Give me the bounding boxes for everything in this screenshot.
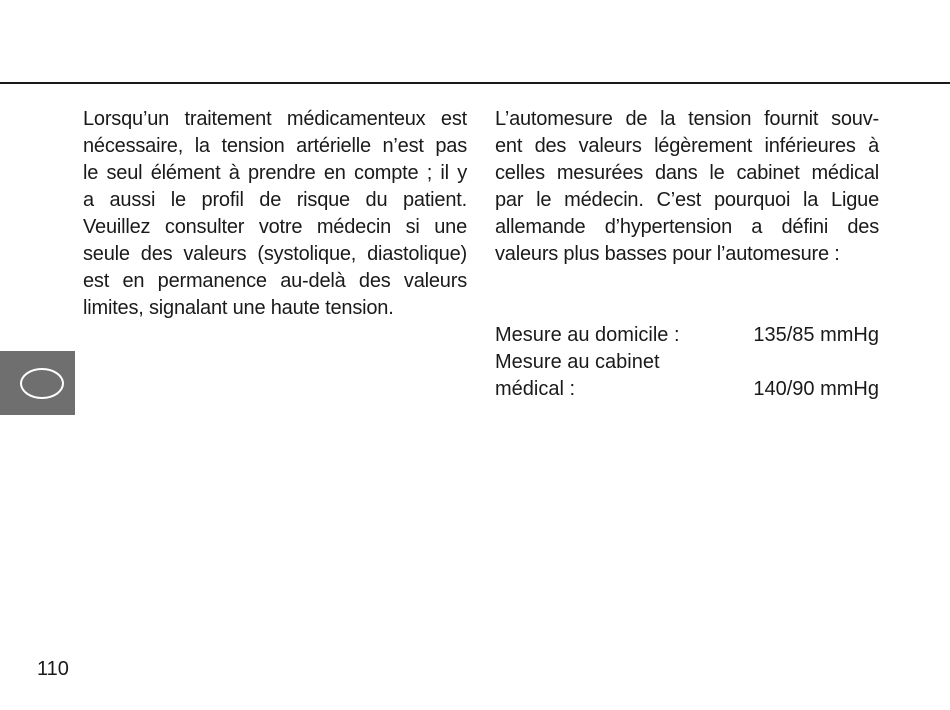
text-line: Veuillez consulter votre médecin si une	[83, 216, 467, 238]
text-line: allemande d’hypertension a défini des	[495, 216, 879, 238]
text-line: nécessaire, la tension artérielle n’est pas	[83, 135, 467, 157]
text-line: Lorsqu’un traitement médicamenteux est	[83, 108, 467, 130]
text-line: celles mesurées dans le cabinet médical	[495, 162, 879, 184]
home-measurement-label: Mesure au domicile :	[495, 324, 680, 346]
text-line: L’automesure de la tension fournit souv-	[495, 108, 879, 130]
text-line: par le médecin. C’est pourquoi la Ligue	[495, 189, 879, 211]
language-tab	[0, 351, 75, 415]
text-line: est en permanence au-delà des valeurs	[83, 270, 467, 292]
office-measurement-row-2	[495, 376, 879, 403]
text-line: valeurs plus basses pour l’automesure :	[495, 243, 840, 265]
home-measurement-row	[495, 322, 879, 349]
office-measurement-value: 140/90 mmHg	[753, 378, 879, 400]
right-text-column	[495, 106, 879, 268]
right-paragraph	[495, 106, 879, 268]
text-line: a aussi le profil de risque du patient.	[83, 189, 467, 211]
office-measurement-label-line1: Mesure au cabinet	[495, 351, 660, 373]
text-line: ent des valeurs légèrement inférieures à	[495, 135, 879, 157]
header-rule	[0, 82, 950, 84]
office-measurement-row-1	[495, 349, 879, 376]
page-number: 110	[37, 658, 69, 680]
home-measurement-value: 135/85 mmHg	[753, 324, 879, 346]
text-line: limites, signalant une haute tension.	[83, 297, 394, 319]
left-paragraph	[83, 106, 467, 322]
office-measurement-label-line2: médical :	[495, 378, 576, 400]
left-text-column	[83, 106, 467, 322]
blood-pressure-limits	[495, 322, 879, 403]
text-line: seule des valeurs (systolique, diastolique)	[83, 243, 467, 265]
text-line: le seul élément à prendre en compte ; il y	[83, 162, 467, 184]
language-oval-icon	[20, 368, 64, 399]
